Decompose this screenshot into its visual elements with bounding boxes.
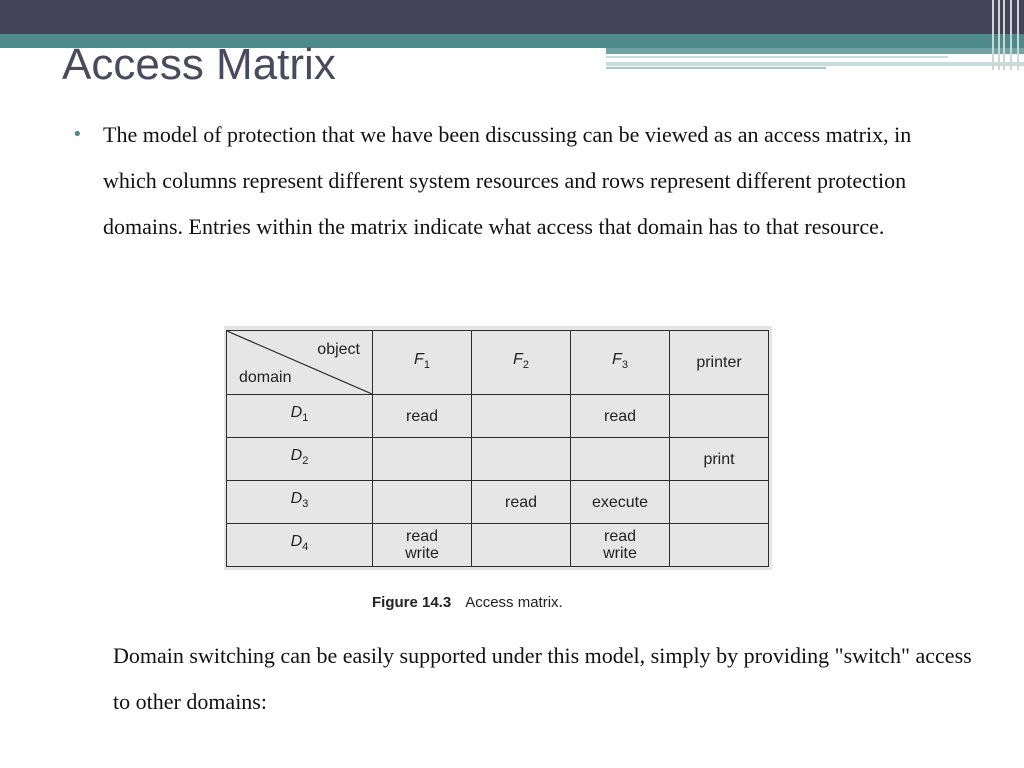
corner-domain-label: domain (239, 369, 292, 386)
row-header (227, 481, 373, 524)
figure-caption-text: Access matrix. (465, 594, 563, 611)
access-matrix-figure (224, 326, 772, 570)
column-header-subscript: 1 (423, 359, 430, 372)
header-accent-strip (606, 62, 1024, 66)
matrix-cell (670, 524, 769, 567)
column-header-subscript: 2 (522, 359, 529, 372)
row-header-subscript: 4 (302, 541, 309, 554)
column-header-name: F (612, 350, 622, 368)
matrix-cell (472, 438, 571, 481)
matrix-header-row (227, 331, 769, 395)
matrix-cell (373, 481, 472, 524)
column-header-name: F (513, 350, 523, 368)
column-header-subscript: 3 (621, 359, 628, 372)
matrix-cell (373, 438, 472, 481)
row-header-name: D (290, 404, 303, 422)
matrix-cell: read write (373, 524, 472, 567)
row-header (227, 438, 373, 481)
figure-caption (372, 594, 563, 611)
matrix-cell: read (472, 481, 571, 524)
header-accent-strip (606, 56, 948, 58)
access-matrix-table (226, 330, 769, 567)
column-header-name: printer (696, 354, 742, 371)
slide-title: Access Matrix (62, 40, 336, 89)
column-header (472, 331, 571, 395)
bullet-marker: • (72, 124, 83, 145)
row-header (227, 395, 373, 438)
row-header (227, 524, 373, 567)
matrix-cell: execute (571, 481, 670, 524)
row-header-name: D (290, 490, 303, 508)
matrix-cell: print (670, 438, 769, 481)
column-header (373, 331, 472, 395)
column-header (571, 331, 670, 395)
header-accent-strip (606, 67, 826, 69)
matrix-row (227, 524, 769, 567)
matrix-cell (571, 438, 670, 481)
figure-caption-number: Figure 14.3 (372, 594, 452, 611)
column-header-name: F (414, 350, 424, 368)
header-bar (0, 0, 1024, 34)
matrix-cell (670, 395, 769, 438)
bullet-text: The model of protection that we have been discussing can be viewed as an access matrix, in which columns represent different system resources and rows represent different protection domains. Entries within the matrix indicate what access that domain has to that resource. (103, 122, 912, 239)
matrix-cell: read (373, 395, 472, 438)
footer-paragraph: Domain switching can be easily supported under this model, simply by providing "switch" access to other domains: (113, 643, 972, 714)
matrix-cell (472, 395, 571, 438)
matrix-cell (472, 524, 571, 567)
matrix-cell: read write (571, 524, 670, 567)
matrix-cell: read (571, 395, 670, 438)
matrix-row (227, 438, 769, 481)
matrix-row (227, 481, 769, 524)
matrix-row (227, 395, 769, 438)
column-header (670, 331, 769, 395)
header-vertical-lines (990, 0, 1024, 70)
header-accent-strip (606, 48, 1024, 54)
matrix-cell (670, 481, 769, 524)
row-header-subscript: 2 (302, 455, 309, 468)
corner-object-label: object (317, 341, 360, 358)
row-header-subscript: 1 (302, 412, 309, 425)
row-header-subscript: 3 (302, 498, 309, 511)
matrix-corner-cell (227, 331, 373, 395)
row-header-name: D (290, 533, 303, 551)
row-header-name: D (290, 447, 303, 465)
